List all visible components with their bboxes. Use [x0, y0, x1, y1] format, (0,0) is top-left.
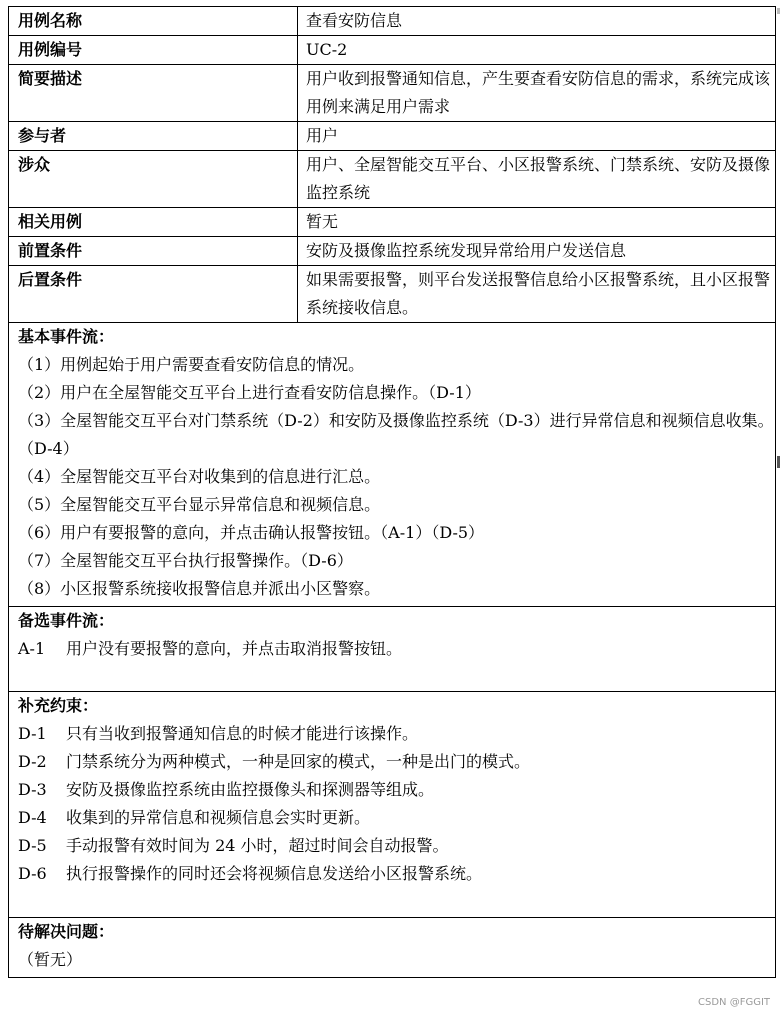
- constraint-item: [18, 720, 775, 748]
- alt-flow-title: 备选事件流：: [18, 611, 115, 630]
- constraint-item: [18, 776, 775, 804]
- flow-step: （4）全屋智能交互平台对收集到的信息进行汇总。: [18, 467, 381, 486]
- row-value: 用户收到报警通知信息，产生要查看安防信息的需求，系统完成该用例来满足用户需求: [298, 65, 776, 122]
- constraint-text: 安防及摄像监控系统由监控摄像头和探测器等组成。: [66, 780, 435, 799]
- constraint-item: [18, 804, 775, 832]
- row-value: 用户、全屋智能交互平台、小区报警系统、门禁系统、安防及摄像监控系统: [298, 151, 776, 208]
- table-row: [9, 7, 776, 36]
- constraints-section: [9, 692, 776, 918]
- constraint-text: 门禁系统分为两种模式，一种是回家的模式，一种是出门的模式。: [66, 752, 531, 771]
- constraint-text: 手动报警有效时间为 24 小时，超过时间会自动报警。: [66, 836, 449, 855]
- row-value: 如果需要报警，则平台发送报警信息给小区报警系统，且小区报警系统接收信息。: [298, 266, 776, 323]
- alt-flow-item: [18, 635, 775, 663]
- constraint-text: 收集到的异常信息和视频信息会实时更新。: [66, 808, 371, 827]
- constraint-code: D-1: [18, 724, 47, 743]
- row-value: 查看安防信息: [298, 7, 776, 36]
- basic-flow-section: [9, 323, 776, 607]
- table-row: [9, 237, 776, 266]
- constraint-item: [18, 860, 775, 888]
- alt-text: 用户没有要报警的意向，并点击取消报警按钮。: [66, 639, 403, 658]
- table-row: [9, 266, 776, 323]
- flow-step: （8）小区报警系统接收报警信息并派出小区警察。: [18, 579, 381, 598]
- table-row: [9, 151, 776, 208]
- constraint-item: [18, 832, 775, 860]
- pending-title: 待解决问题：: [18, 922, 115, 941]
- flow-step: （2）用户在全屋智能交互平台上进行查看安防信息操作。（D-1）: [18, 383, 481, 402]
- table-row: [9, 65, 776, 122]
- pending-text: （暂无）: [18, 950, 83, 969]
- constraint-text: 只有当收到报警通知信息的时候才能进行该操作。: [66, 724, 419, 743]
- flow-step: （7）全屋智能交互平台执行报警操作。（D-6）: [18, 551, 353, 570]
- flow-step: （5）全屋智能交互平台显示异常信息和视频信息。: [18, 495, 381, 514]
- row-key: 后置条件: [9, 266, 298, 323]
- row-key: 前置条件: [9, 237, 298, 266]
- page-edge-mark: [777, 8, 780, 14]
- row-value: 用户: [298, 122, 776, 151]
- row-key: 涉众: [9, 151, 298, 208]
- row-key: 用例编号: [9, 36, 298, 65]
- constraint-item: [18, 748, 775, 776]
- row-value: 安防及摄像监控系统发现异常给用户发送信息: [298, 237, 776, 266]
- constraint-code: D-6: [18, 864, 47, 883]
- pending-section: [9, 918, 776, 978]
- use-case-table: [8, 6, 776, 978]
- row-key: 相关用例: [9, 208, 298, 237]
- constraint-code: D-4: [18, 808, 47, 827]
- flow-step: （6）用户有要报警的意向，并点击确认报警按钮。（A-1）（D-5）: [18, 523, 485, 542]
- row-key: 参与者: [9, 122, 298, 151]
- alt-flow-section: [9, 607, 776, 692]
- row-key: 用例名称: [9, 7, 298, 36]
- table-row: [9, 36, 776, 65]
- basic-flow-title: 基本事件流：: [18, 327, 115, 346]
- flow-step: （3）全屋智能交互平台对门禁系统（D-2）和安防及摄像监控系统（D-3）进行异常信息和视频信息收集。（D-4）: [18, 411, 774, 458]
- constraint-code: D-3: [18, 780, 47, 799]
- alt-code: A-1: [18, 639, 46, 658]
- row-key: 简要描述: [9, 65, 298, 122]
- constraint-text: 执行报警操作的同时还会将视频信息发送给小区报警系统。: [66, 864, 483, 883]
- row-value: UC-2: [298, 36, 776, 65]
- watermark: CSDN @FGGIT: [698, 997, 770, 1008]
- flow-step: （1）用例起始于用户需要查看安防信息的情况。: [18, 355, 365, 374]
- constraints-title: 补充约束：: [18, 696, 99, 715]
- constraint-code: D-5: [18, 836, 47, 855]
- table-row: [9, 122, 776, 151]
- row-value: 暂无: [298, 208, 776, 237]
- page-edge-mark: [777, 456, 780, 468]
- constraint-code: D-2: [18, 752, 47, 771]
- table-row: [9, 208, 776, 237]
